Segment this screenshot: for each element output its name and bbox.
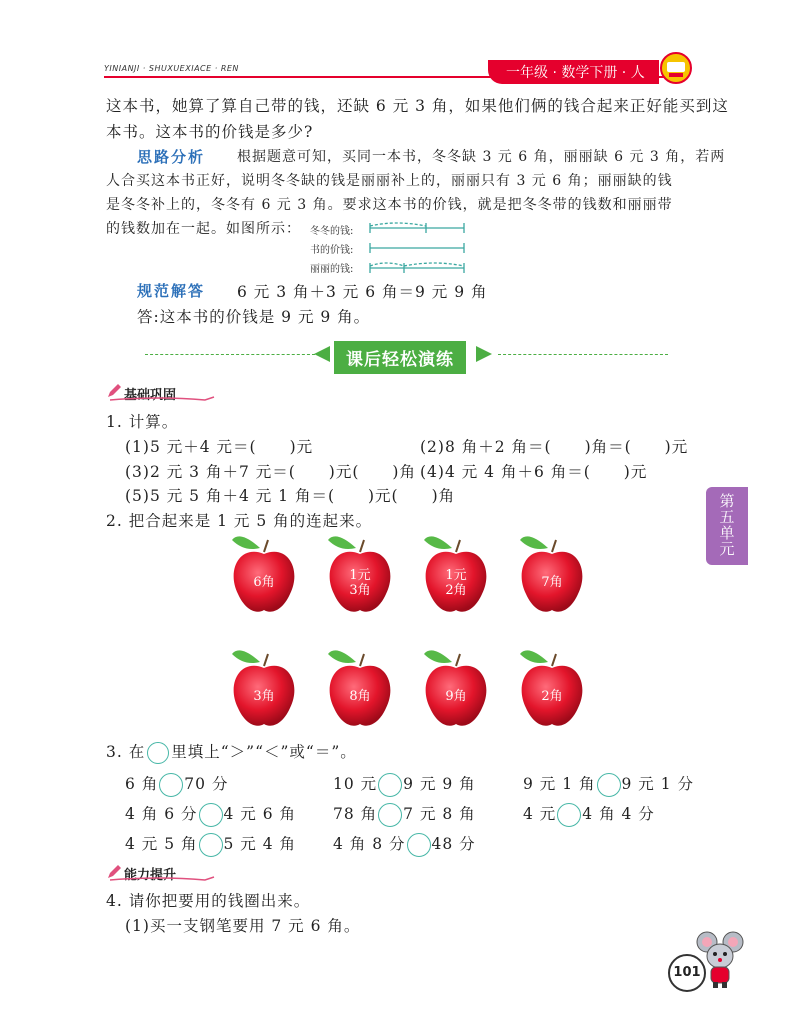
analysis-line-4: 的钱数加在一起。如图所示： xyxy=(106,221,301,237)
apple-card[interactable] xyxy=(422,530,490,616)
compare-left: 10 元 xyxy=(333,775,378,793)
header-tag: 一年级 · 数学下册 · 人 xyxy=(488,60,659,84)
diagram-label-dongdong: 冬冬的钱: xyxy=(310,226,354,237)
apple-icon xyxy=(326,644,394,730)
sample-circle-icon xyxy=(147,742,169,764)
compare-item xyxy=(333,802,476,827)
compare-item xyxy=(125,772,228,797)
apple-label-line: 9角 xyxy=(445,689,467,704)
answer-circle[interactable] xyxy=(199,803,223,827)
compare-item xyxy=(333,772,476,797)
segment-diagram xyxy=(366,218,468,276)
side-tab-char: 单 xyxy=(719,524,735,542)
q1-title: 1. 计算。 xyxy=(106,413,179,431)
apple-label-line: 3角 xyxy=(253,689,275,704)
apple-label xyxy=(518,575,586,590)
answer-circle[interactable] xyxy=(159,773,183,797)
answer-circle[interactable] xyxy=(407,833,431,857)
apple-label-line: 3角 xyxy=(349,583,371,598)
apple-label-line: 1元 xyxy=(445,568,467,583)
compare-right: 5 元 4 角 xyxy=(223,835,297,853)
compare-left: 4 角 6 分 xyxy=(125,805,198,823)
section-banner-right-rule xyxy=(498,354,668,355)
apple-label xyxy=(326,689,394,704)
basic-tag-underline xyxy=(110,396,215,404)
solution-answer: 答:这本书的价钱是 9 元 9 角。 xyxy=(137,308,371,326)
apple-card[interactable] xyxy=(422,644,490,730)
compare-right: 7 元 8 角 xyxy=(403,805,476,823)
answer-circle[interactable] xyxy=(557,803,581,827)
compare-item xyxy=(523,802,655,827)
apple-icon xyxy=(518,644,586,730)
advanced-tag-underline xyxy=(110,876,215,884)
answer-circle[interactable] xyxy=(378,773,402,797)
q3-title-a: 3. 在 xyxy=(106,743,146,761)
compare-item xyxy=(523,772,694,797)
q1-item-5: (5)5 元 5 角＋4 元 1 角＝( )元( )角 xyxy=(125,487,456,505)
mouse-mascot-icon xyxy=(695,930,745,990)
side-tab-char: 元 xyxy=(719,540,735,558)
apple-label xyxy=(230,689,298,704)
apple-label-line: 8角 xyxy=(349,689,371,704)
compare-item xyxy=(333,832,476,857)
compare-right: 48 分 xyxy=(431,835,476,853)
q2-title: 2. 把合起来是 1 元 5 角的连起来。 xyxy=(106,512,373,530)
unit-side-tab xyxy=(706,487,748,565)
q4-title: 4. 请你把要用的钱圈出来。 xyxy=(106,892,311,910)
compare-left: 4 元 5 角 xyxy=(125,835,198,853)
diagram-label-book: 书的价钱: xyxy=(310,245,354,256)
apple-label xyxy=(422,689,490,704)
apple-icon xyxy=(230,530,298,616)
section-title: 课后轻松演练 xyxy=(334,341,466,374)
solution-label: 规范解答 xyxy=(137,282,206,300)
problem-line-1: 这本书，她算了算自己带的钱，还缺 6 元 3 角，如果他们俩的钱合起来正好能买到这 xyxy=(106,97,729,115)
compare-right: 9 元 9 角 xyxy=(403,775,476,793)
compare-left: 9 元 1 角 xyxy=(523,775,596,793)
side-tab-char: 第 xyxy=(719,492,735,510)
apple-label-line: 7角 xyxy=(541,575,563,590)
compare-left: 4 角 8 分 xyxy=(333,835,406,853)
apple-label xyxy=(518,689,586,704)
apple-card[interactable] xyxy=(326,530,394,616)
diagram-label-lili: 丽丽的钱: xyxy=(310,264,354,275)
compare-right: 70 分 xyxy=(184,775,229,793)
section-banner-left-rule xyxy=(145,354,315,355)
apple-card[interactable] xyxy=(326,644,394,730)
compare-right: 4 角 4 分 xyxy=(582,805,655,823)
apple-icon xyxy=(230,644,298,730)
header-logo-icon xyxy=(660,52,692,84)
apple-icon xyxy=(518,530,586,616)
side-tab-char: 五 xyxy=(719,508,735,526)
apple-label-line: 6角 xyxy=(253,575,275,590)
compare-left: 6 角 xyxy=(125,775,159,793)
compare-left: 78 角 xyxy=(333,805,378,823)
compare-item xyxy=(125,832,296,857)
apple-label xyxy=(422,568,490,598)
analysis-line-2: 人合买这本书正好，说明冬冬缺的钱是丽丽补上的，丽丽只有 3 元 6 角；丽丽缺的钱 xyxy=(106,173,673,189)
answer-circle[interactable] xyxy=(597,773,621,797)
compare-right: 4 元 6 角 xyxy=(223,805,297,823)
compare-left: 4 元 xyxy=(523,805,557,823)
analysis-label: 思路分析 xyxy=(137,148,206,166)
apple-label-line: 2角 xyxy=(445,583,467,598)
apple-card[interactable] xyxy=(518,644,586,730)
problem-line-2: 本书。这本书的价钱是多少? xyxy=(106,123,314,141)
apple-label-line: 2角 xyxy=(541,689,563,704)
apple-label xyxy=(326,568,394,598)
apple-card[interactable] xyxy=(518,530,586,616)
compare-right: 9 元 1 分 xyxy=(621,775,695,793)
q4-item-1: (1)买一支钢笔要用 7 元 6 角。 xyxy=(125,917,361,935)
solution-equation: 6 元 3 角＋3 元 6 角＝9 元 9 角 xyxy=(237,283,488,301)
apple-card[interactable] xyxy=(230,644,298,730)
q1-item-4: (4)4 元 4 角＋6 角＝( )元 xyxy=(420,463,648,481)
compare-item xyxy=(125,802,296,827)
q1-item-2: (2)8 角＋2 角＝( )角＝( )元 xyxy=(420,438,689,456)
answer-circle[interactable] xyxy=(378,803,402,827)
q3-title-b: 里填上“＞”“＜”或“＝”。 xyxy=(171,743,357,761)
analysis-line-1: 根据题意可知，买同一本书，冬冬缺 3 元 6 角，丽丽缺 6 元 3 角，若两 xyxy=(237,149,726,165)
q3-title xyxy=(106,740,357,764)
basic-tag: 基础巩固 xyxy=(124,388,177,403)
analysis-line-3: 是冬冬补上的，冬冬有 6 元 3 角。要求这本书的价钱，就是把冬冬带的钱数和丽丽带 xyxy=(106,197,673,213)
apple-card[interactable] xyxy=(230,530,298,616)
apple-label-line: 1元 xyxy=(349,568,371,583)
q1-item-1: (1)5 元＋4 元＝( )元 xyxy=(125,438,314,456)
q1-item-3: (3)2 元 3 角＋7 元＝( )元( )角 xyxy=(125,463,416,481)
apple-icon xyxy=(422,644,490,730)
apple-label xyxy=(230,575,298,590)
banner-left-arrow-icon xyxy=(312,344,332,364)
advanced-tag: 能力提升 xyxy=(124,868,177,883)
header-pinyin: YINIANJI · SHUXUEXIACE · REN xyxy=(104,64,239,73)
page-number: 101 xyxy=(673,965,701,980)
banner-right-arrow-icon xyxy=(474,344,494,364)
answer-circle[interactable] xyxy=(199,833,223,857)
